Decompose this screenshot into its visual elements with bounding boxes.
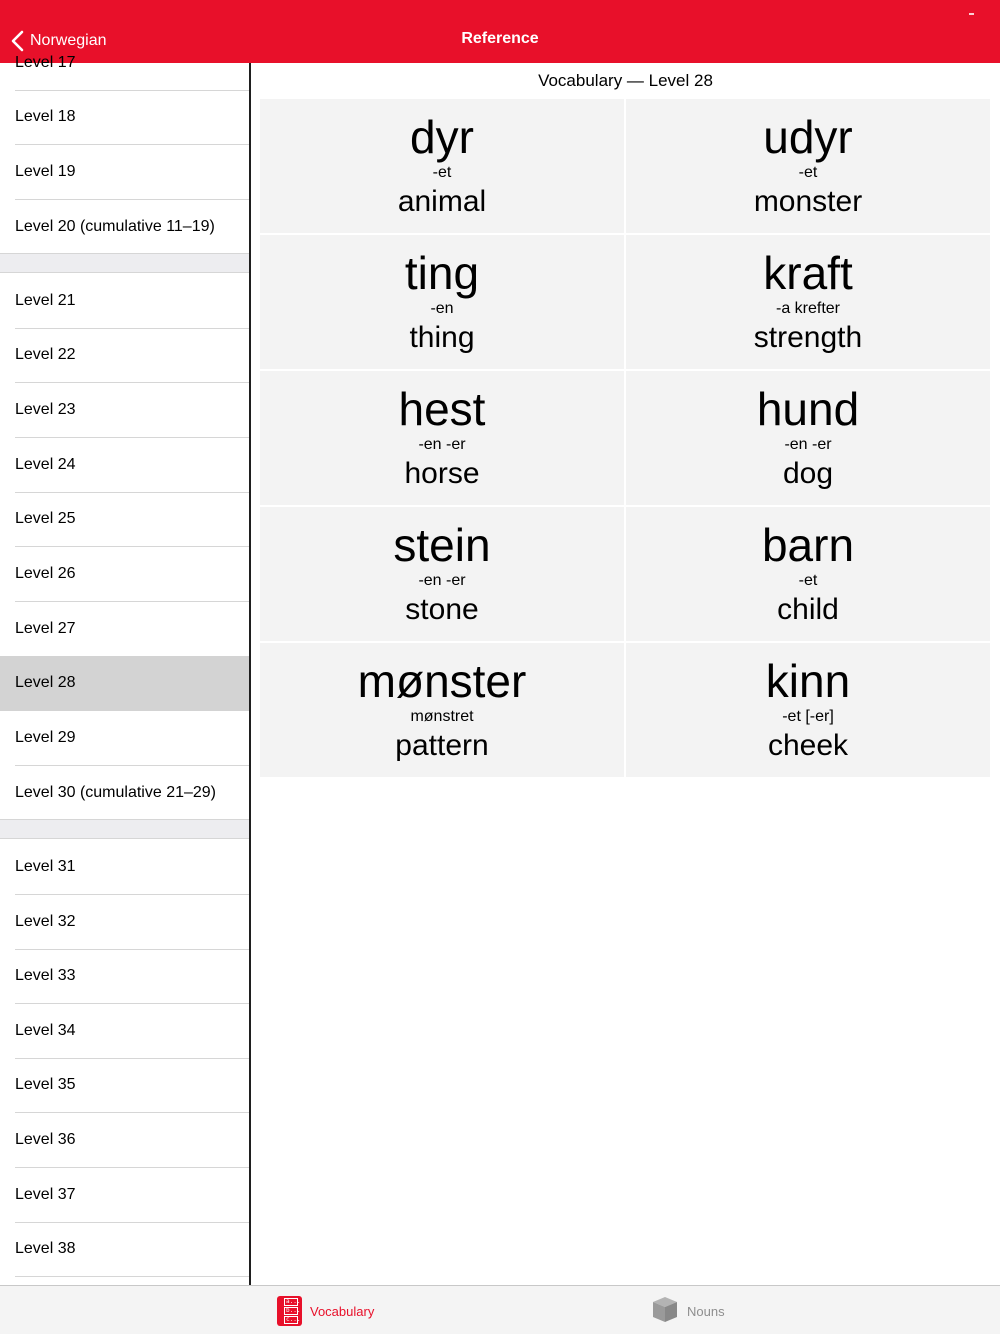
sidebar-item-level-28[interactable] [0, 656, 249, 711]
sidebar-item-level-21[interactable] [0, 274, 249, 329]
sidebar-item-level-25[interactable] [0, 492, 249, 547]
vocab-word: barn [761, 519, 855, 571]
tab-bar [0, 1285, 1000, 1334]
vocabulary-icon-letter: c... [286, 1316, 301, 1323]
sidebar-item-level-18[interactable] [0, 90, 249, 145]
sidebar-item-level-26[interactable] [0, 547, 249, 602]
tab-nouns[interactable] [651, 1296, 725, 1326]
sidebar-item-level-24[interactable] [0, 438, 249, 493]
vocab-card[interactable] [626, 99, 990, 233]
sidebar-item-level-35[interactable] [0, 1058, 249, 1113]
tab-vocabulary[interactable] [277, 1296, 374, 1326]
vocab-word: mønster [357, 655, 527, 707]
sidebar-item-label: Level 28 [15, 674, 76, 691]
vocab-card[interactable] [260, 235, 624, 369]
tab-label: Nouns [687, 1303, 725, 1319]
row-separator [15, 1276, 249, 1277]
sidebar-item-level-31[interactable] [0, 840, 249, 895]
sidebar-item-level-36[interactable] [0, 1113, 249, 1168]
vocab-forms: -en [430, 300, 454, 317]
vocab-forms: -et [432, 164, 452, 181]
section-gap [0, 819, 249, 839]
back-button-label: Norwegian [30, 32, 107, 49]
vocab-card[interactable] [626, 507, 990, 641]
sidebar-item-label: Level 33 [15, 967, 76, 984]
vocab-card[interactable] [626, 235, 990, 369]
sidebar-item-label: Level 24 [15, 456, 76, 473]
vocab-meaning: strength [753, 321, 863, 354]
sidebar-item-label: Level 37 [15, 1186, 76, 1203]
vocab-meaning: dog [782, 457, 834, 490]
vocab-forms: -en -er [784, 436, 832, 453]
vocab-forms: -et [798, 572, 818, 589]
vocab-card[interactable] [260, 507, 624, 641]
vocab-word: stein [393, 519, 491, 571]
sidebar-item-label: Level 35 [15, 1076, 76, 1093]
sidebar-item-level-32[interactable] [0, 895, 249, 950]
sidebar-item-level-20[interactable] [0, 200, 249, 255]
sidebar-item-label: Level 31 [15, 858, 76, 875]
vocab-word: hest [398, 383, 486, 435]
vocab-word: udyr [763, 111, 853, 163]
sidebar-item-label: Level 21 [15, 292, 76, 309]
vocab-meaning: stone [405, 593, 479, 626]
box-icon [651, 1295, 679, 1328]
sidebar-item-label: Level 38 [15, 1240, 76, 1257]
vocab-meaning: thing [409, 321, 475, 354]
vocab-forms: -a krefter [775, 300, 840, 317]
vocab-meaning: horse [404, 457, 480, 490]
vocab-word: hund [756, 383, 860, 435]
vocab-card[interactable] [260, 99, 624, 233]
tab-label: Vocabulary [310, 1303, 375, 1319]
vocab-card[interactable] [260, 643, 624, 777]
vocabulary-icon-letter: a... [286, 1298, 301, 1305]
sidebar-item-label: Level 26 [15, 565, 76, 582]
sidebar-item-label: Level 36 [15, 1131, 76, 1148]
vocab-forms: -et [-er] [782, 708, 834, 725]
vocab-card[interactable] [260, 371, 624, 505]
vocab-meaning: cheek [767, 729, 849, 762]
vocab-forms: -et [798, 164, 818, 181]
vocab-forms: mønstret [410, 708, 474, 725]
sidebar-item-level-29[interactable] [0, 711, 249, 766]
sidebar-item-level-17[interactable] [0, 36, 249, 91]
vocabulary-icon-letter: b... [286, 1307, 301, 1314]
level-list[interactable] [0, 54, 249, 1285]
sidebar-item-label: Level 18 [15, 108, 76, 125]
vocab-card[interactable] [626, 371, 990, 505]
sidebar-item-label: Level 25 [15, 510, 76, 527]
sidebar-item-level-33[interactable] [0, 949, 249, 1004]
sidebar-item-label: Level 20 (cumulative 11–19) [15, 218, 215, 235]
sidebar-item-label: Level 27 [15, 620, 76, 637]
status-indicator [969, 13, 974, 15]
sidebar-item-label: Level 19 [15, 163, 76, 180]
sidebar-item-label: Level 17 [15, 54, 76, 71]
section-gap [0, 253, 249, 273]
page-title: Reference [461, 30, 539, 47]
vocabulary-icon [277, 1296, 302, 1326]
sidebar-item-level-22[interactable] [0, 328, 249, 383]
vocab-card[interactable] [626, 643, 990, 777]
section-title: Vocabulary — Level 28 [538, 71, 713, 90]
vocab-meaning: monster [753, 185, 863, 218]
vocabulary-grid [260, 99, 990, 777]
vocab-word: ting [404, 247, 480, 299]
vocab-forms: -en -er [418, 436, 466, 453]
vocab-forms: -en -er [418, 572, 466, 589]
vocabulary-panel [251, 63, 1000, 1285]
sidebar-item-label: Level 22 [15, 346, 76, 363]
sidebar-item-level-37[interactable] [0, 1168, 249, 1223]
sidebar-item-level-19[interactable] [0, 145, 249, 200]
sidebar-item-level-34[interactable] [0, 1004, 249, 1059]
sidebar-item-label: Level 29 [15, 729, 76, 746]
sidebar-item-level-30[interactable] [0, 766, 249, 821]
vocab-meaning: pattern [395, 729, 489, 762]
sidebar-item-label: Level 32 [15, 913, 76, 930]
sidebar-item-label: Level 30 (cumulative 21–29) [15, 784, 217, 801]
sidebar-item-level-23[interactable] [0, 383, 249, 438]
vocab-word: kinn [765, 655, 851, 707]
vocab-word: dyr [410, 111, 474, 163]
vocab-word: kraft [763, 247, 853, 299]
vocab-meaning: child [777, 593, 839, 626]
vocab-meaning: animal [397, 185, 487, 218]
sidebar-item-level-38[interactable] [0, 1222, 249, 1277]
sidebar-item-label: Level 34 [15, 1022, 76, 1039]
sidebar-item-label: Level 23 [15, 401, 76, 418]
sidebar-item-level-27[interactable] [0, 602, 249, 657]
